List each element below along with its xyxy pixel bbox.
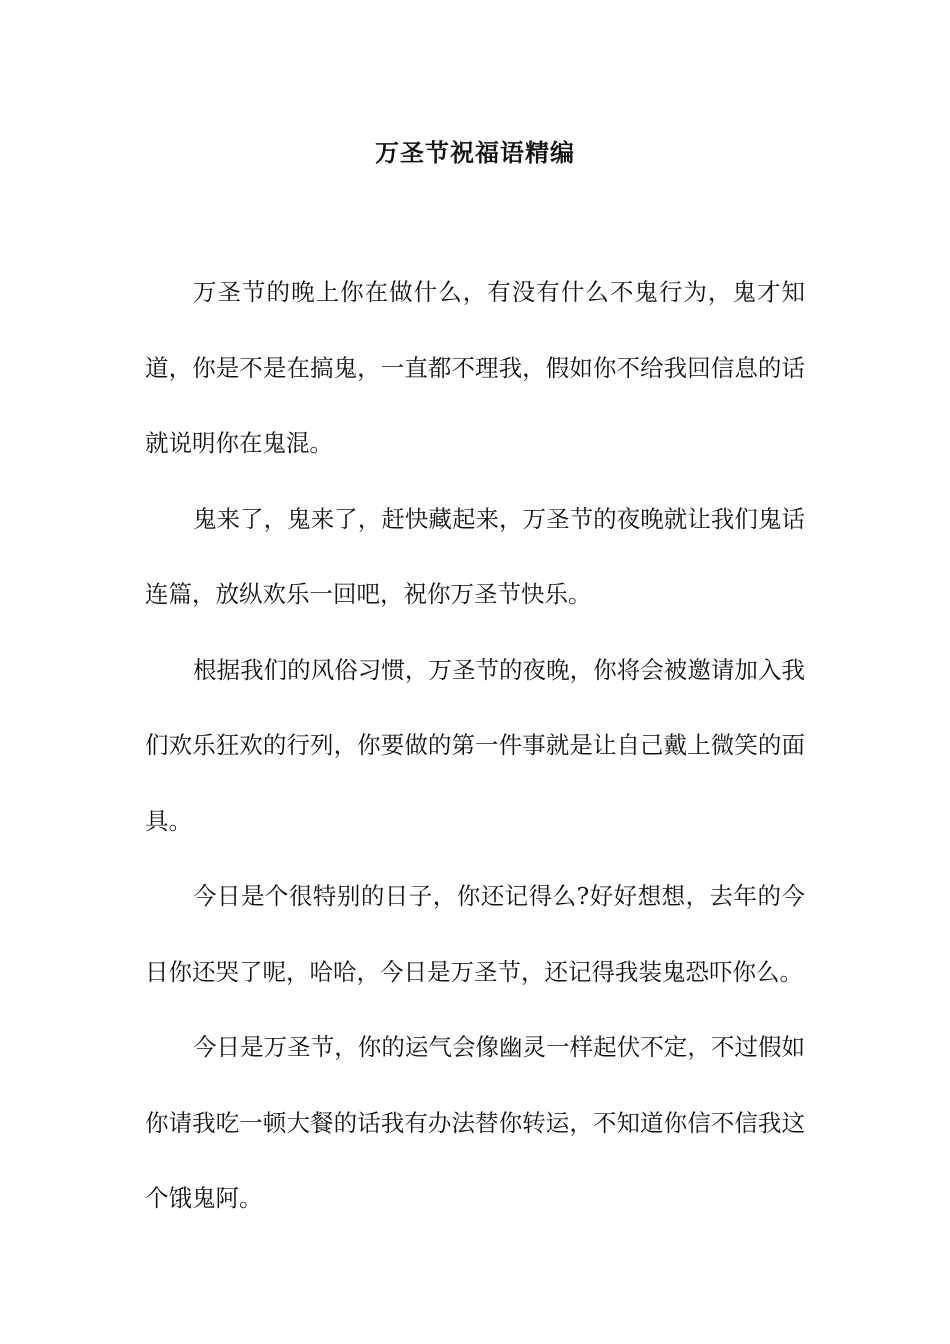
paragraph-2: 鬼来了，鬼来了，赶快藏起来，万圣节的夜晚就让我们鬼话连篇，放纵欢乐一回吧，祝你万圣节快乐。 bbox=[145, 504, 805, 608]
paragraph-3: 根据我们的风俗习惯，万圣节的夜晚，你将会被邀请加入我们欢乐狂欢的行列，你要做的第一件事就是让自己戴上微笑的面具。 bbox=[145, 655, 805, 835]
paragraph-4: 今日是个很特别的日子，你还记得么?好好想想，去年的今日你还哭了呢，哈哈，今日是万圣节，还记得我装鬼恐吓你么。 bbox=[145, 882, 805, 986]
document-title: 万圣节祝福语精编 bbox=[375, 138, 575, 167]
paragraph-5: 今日是万圣节，你的运气会像幽灵一样起伏不定，不过假如你请我吃一顿大餐的话我有办法替你转运，不知道你信不信我这个饿鬼阿。 bbox=[145, 1033, 805, 1212]
paragraph-1: 万圣节的晚上你在做什么，有没有什么不鬼行为，鬼才知道，你是不是在搞鬼，一直都不理我，假如你不给我回信息的话就说明你在鬼混。 bbox=[145, 278, 805, 457]
document-body bbox=[145, 255, 805, 1237]
